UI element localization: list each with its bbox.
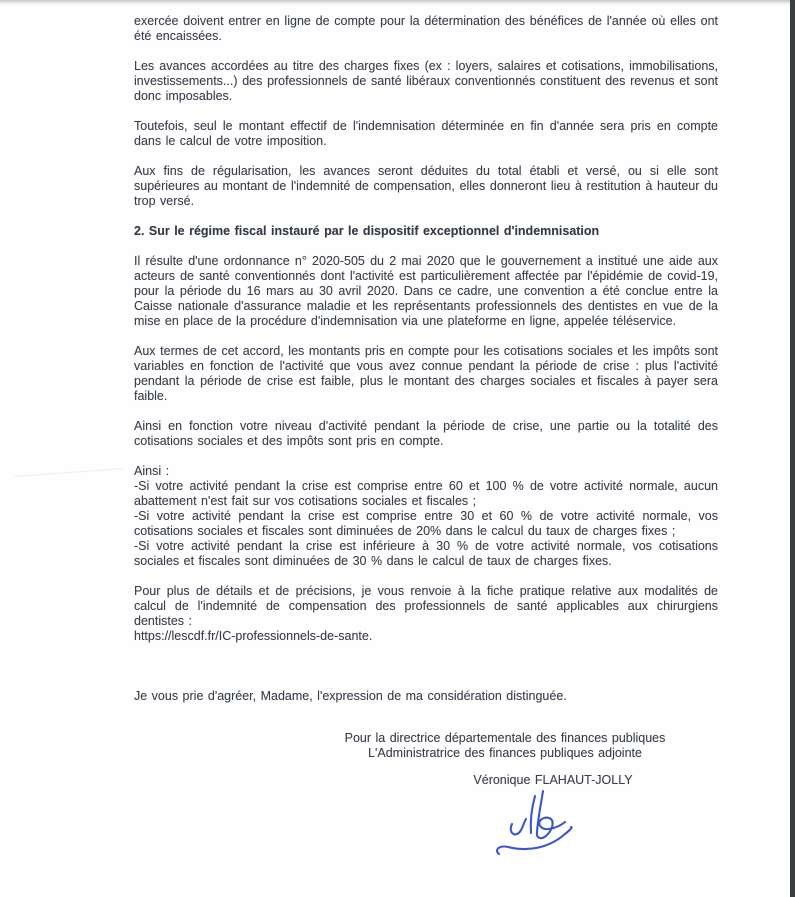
signoff-block <box>295 731 715 761</box>
handwritten-signature <box>490 788 600 868</box>
paragraph-details: Pour plus de détails et de précisions, je vous renvoie à la fiche pratique relative aux modalités de calcul de l'indemnité de compensation des professionnels de santé applicables aux chirurgiens dentistes : <box>134 584 718 628</box>
activity-thresholds-list <box>134 464 718 569</box>
viewer-right-edge <box>790 0 795 897</box>
signature-stroke-main <box>511 791 565 838</box>
signer-name: Véronique FLAHAUT-JOLLY <box>473 773 633 787</box>
paragraph-niveau-activite: Ainsi en fonction votre niveau d'activité pendant la période de crise, une partie ou la totalité des cotisations sociales et des impôts sont pris en compte. <box>134 419 718 448</box>
list-item-30-60: -Si votre activité pendant la crise est comprise entre 30 et 60 % de votre activité normale, vos cotisations sociales et fiscales sont diminuées de 20% dans le calcul du taux de charges fixes ; <box>134 509 718 538</box>
fiche-pratique-url: https://lescdf.fr/IC-professionnels-de-sante. <box>134 629 373 643</box>
list-item-under-30: -Si votre activité pendant la crise est inférieure à 30 % de votre activité normale, vos cotisations sociales et fiscales sont diminuées de 30 % dans le calcul de taux de charges fixes. <box>134 539 718 568</box>
signoff-title-line2: L'Administratrice des finances publiques adjointe <box>368 746 642 760</box>
page-top-shadow <box>0 0 795 6</box>
paragraph-regularisation: Aux fins de régularisation, les avances seront déduites du total établi et versé, ou si elle sont supérieures au montant de l'indemnité de compensation, elles donneront lieu à restitution à hauteur du trop versé. <box>134 164 718 208</box>
paragraph-avances: Les avances accordées au titre des charges fixes (ex : loyers, salaires et cotisations, immobilisations, investissements...) des professionnels de santé libéraux conventionnés constituent des revenus et sont donc imposables. <box>134 59 718 103</box>
signer-name-block <box>343 773 763 788</box>
list-item-60-100: -Si votre activité pendant la crise est comprise entre 60 et 100 % de votre activité normale, aucun abattement n'est fait sur vos cotisations sociales et fiscales ; <box>134 479 718 508</box>
paragraph-closing-formula: Je vous prie d'agréer, Madame, l'expression de ma considération distinguée. <box>134 689 567 703</box>
list-intro: Ainsi : <box>134 464 170 478</box>
signature-stroke-underline <box>497 827 572 854</box>
paragraph-carryover: exercée doivent entrer en ligne de compte pour la détermination des bénéfices de l'année où elles ont été encaissées. <box>134 14 718 43</box>
paragraph-toutefois: Toutefois, seul le montant effectif de l'indemnisation déterminée en fin d'année sera pris en compte dans le calcul de votre imposition. <box>134 119 718 148</box>
letter-body <box>134 14 718 788</box>
section-heading-2: 2. Sur le régime fiscal instauré par le dispositif exceptionnel d'indemnisation <box>134 224 600 238</box>
paragraph-ordonnance: Il résulte d'une ordonnance n° 2020-505 du 2 mai 2020 que le gouvernement a institué une aide aux acteurs de santé conventionnés dont l'activité est particulièrement affectée par l'épidémie de covid-19, pour la période du 16 mars au 30 avril 2020. Dans ce cadre, une convention a été conclue entre la Caisse nationale d'assurance maladie et les représentants professionnels des dentistes en vue de la mise en place de la procédure d'indemnisation via une plateforme en ligne, appelée téléservice. <box>134 254 718 328</box>
scan-crease-artifact <box>14 468 124 477</box>
signoff-title-line1: Pour la directrice départementale des finances publiques <box>344 731 666 745</box>
paragraph-accord: Aux termes de cet accord, les montants pris en compte pour les cotisations sociales et les impôts sont variables en fonction de l'activité que vous avez connue pendant la période de crise : plus l'activité pendant la période de crise est faible, plus le montant des charges sociales et fiscales à payer sera faible. <box>134 344 718 403</box>
